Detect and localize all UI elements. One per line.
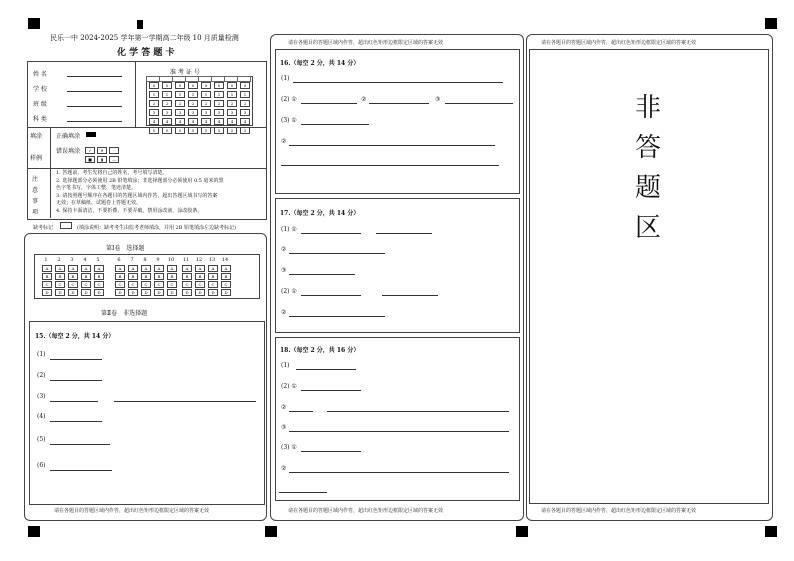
q15-box [29,321,265,505]
q16-line-2a[interactable] [301,103,357,104]
q18-box [275,337,520,501]
exam-number-digit-bubble[interactable]: 2 [240,100,250,107]
choice-number: 7 [130,257,134,263]
correct-fill-sample [86,132,96,137]
choice-option-bubble[interactable]: D [167,289,177,296]
q17-box [275,198,520,333]
choice-option-bubble[interactable]: A [94,265,104,272]
q18-line-5-label: (3) ① [281,444,297,451]
q17-line-2-label: ② [281,246,287,253]
choice-option-bubble[interactable]: D [182,289,192,296]
q17-line-5-label: ② [281,309,287,316]
left-bottom-notice: 请在各题目的答题区域内作答，超出红色矩形边框限定区域的答案无效 [54,508,210,514]
q17-line-4b[interactable] [382,295,438,296]
name-label: 姓 名 [33,71,47,78]
choice-option-bubble[interactable]: A [55,265,65,272]
q15-line-4-label: (4) [37,413,46,420]
exam-number-digit-bubble[interactable]: 1 [214,91,224,98]
q17-line-4a[interactable] [301,295,361,296]
choice-number: 6 [117,257,121,263]
choice-option-bubble[interactable]: C [81,281,91,288]
choice-number: 13 [208,257,216,263]
choice-number: 12 [195,257,203,263]
choice-option-bubble[interactable]: D [208,289,218,296]
choice-option-bubble[interactable]: D [154,289,164,296]
choice-number: 4 [83,257,87,263]
choice-option-bubble[interactable]: C [195,281,205,288]
q18-line-5[interactable] [301,451,361,452]
choice-number: 11 [182,257,190,263]
choice-option-bubble[interactable]: D [128,289,138,296]
q16-box [275,49,520,194]
choice-option-bubble[interactable]: C [221,281,231,288]
q15-line-2-label: (2) [37,372,46,379]
choice-option-bubble[interactable]: C [55,281,65,288]
choice-option-bubble[interactable]: C [42,281,52,288]
exam-number-digit-bubble[interactable]: 1 [162,91,172,98]
choice-option-bubble[interactable]: D [94,289,104,296]
choice-number: 2 [57,257,61,263]
exam-number-digit-bubble[interactable]: 4 [162,118,172,125]
choice-option-bubble[interactable]: B [128,273,138,280]
non-answer-label: 非 答 题 区 [634,93,661,243]
exam-number-digit-bubble[interactable]: 0 [227,82,237,89]
choice-option-bubble[interactable]: C [68,281,78,288]
q18-line-4[interactable] [289,431,509,432]
q15-line-3b[interactable] [114,401,256,402]
q16-line-2c-label: ③ [435,96,441,103]
choice-number: 9 [156,257,160,263]
q15-line-5-label: (5) [37,436,46,443]
choice-option-bubble[interactable]: D [221,289,231,296]
corner-mark-bm2 [516,526,528,537]
exam-number-digit-bubble[interactable]: 4 [227,118,237,125]
choice-option-bubble[interactable]: A [195,265,205,272]
exam-number-digit-bubble[interactable]: 4 [240,118,250,125]
q18-line-4-label: ③ [281,424,287,431]
choice-option-bubble[interactable]: D [42,289,52,296]
choice-option-bubble[interactable]: C [182,281,192,288]
school-field[interactable] [67,91,122,92]
choice-option-bubble[interactable]: C [208,281,218,288]
choice-number: 8 [143,257,147,263]
q15-line-1-label: (1) [37,351,46,358]
choice-option-bubble[interactable]: A [115,265,125,272]
exam-number-digit-bubble[interactable]: 5 [227,127,237,134]
exam-number-digit-bubble[interactable]: 2 [201,100,211,107]
q16-line-4-label: ② [281,138,287,145]
q16-line-3-label: (3) ① [281,117,297,124]
q16-line-2b[interactable] [369,103,429,104]
exam-number-title: 准 考 证 号 [170,69,200,76]
exam-number-digit-bubble[interactable]: 5 [175,127,185,134]
absent-label: 缺考标记 [33,225,54,231]
q16-line-4b[interactable] [281,165,499,166]
exam-number-digit-bubble[interactable]: 0 [214,82,224,89]
q17-line-5[interactable] [289,316,385,317]
choice-option-bubble[interactable]: A [42,265,52,272]
choice-option-bubble[interactable]: D [55,289,65,296]
choice-option-bubble[interactable]: B [94,273,104,280]
choice-option-bubble[interactable]: D [141,289,151,296]
q17-line-1b[interactable] [376,233,432,234]
q15-line-6-label: (6) [37,462,46,469]
exam-number-digit-bubble[interactable]: 4 [201,118,211,125]
choice-option-bubble[interactable]: B [81,273,91,280]
q16-line-2b-label: ② [361,96,367,103]
exam-number-digit-bubble[interactable]: 4 [175,118,185,125]
q16-line-3[interactable] [301,124,369,125]
middle-bottom-notice: 请在各题目的答题区域内作答，超出红色矩形边框限定区域的答案无效 [288,508,444,514]
choice-option-bubble[interactable]: C [115,281,125,288]
choice-option-bubble[interactable]: D [68,289,78,296]
corner-mark-br [765,526,777,537]
q15-line-6[interactable] [50,470,112,471]
notes-label: 注 意 事 项 [32,176,39,216]
exam-number-digit-bubble[interactable]: 4 [188,118,198,125]
q17-line-1a[interactable] [301,233,361,234]
corner-mark-bm [265,526,277,537]
fill-sample-label-1: 填涂 [30,133,43,140]
exam-number-digit-bubble[interactable]: 2 [227,100,237,107]
exam-number-digit-bubble[interactable]: 3 [175,109,185,116]
choice-option-bubble[interactable]: D [115,289,125,296]
middle-top-notice: 请在各题目的答题区域内作答，超出红色矩形边框限定区域的答案无效 [288,40,444,46]
exam-number-digit-bubble[interactable]: 5 [201,127,211,134]
exam-number-digit-bubble[interactable]: 3 [214,109,224,116]
exam-number-digit-bubble[interactable]: 1 [201,91,211,98]
name-field[interactable] [67,76,122,77]
exam-number-digit-bubble[interactable]: 2 [214,100,224,107]
choice-option-bubble[interactable]: B [208,273,218,280]
fill-sample-label-2: 样例 [30,155,43,162]
exam-number-digit-bubble[interactable]: 0 [240,82,250,89]
q18-line-2[interactable] [301,390,361,391]
choice-option-bubble[interactable]: A [141,265,151,272]
q18-line-2-label: (2) ① [281,383,297,390]
exam-number-digit-bubble[interactable]: 5 [149,127,159,134]
exam-number-digit-bubble[interactable]: 1 [175,91,185,98]
q18-line-1[interactable] [296,369,356,370]
exam-number-digit-bubble[interactable]: 2 [162,100,172,107]
q16-line-1-label: (1) [281,75,290,82]
class-label: 班 级 [33,101,47,108]
exam-number-digit-bubble[interactable]: 0 [149,82,159,89]
choice-option-bubble[interactable]: C [141,281,151,288]
q18-line-6b[interactable] [279,492,327,493]
absent-bubble[interactable] [60,222,72,229]
exam-number-digit-bubble[interactable]: 0 [188,82,198,89]
choice-option-bubble[interactable]: A [221,265,231,272]
exam-number-digit-bubble[interactable]: 1 [227,91,237,98]
exam-number-digit-bubble[interactable]: 5 [188,127,198,134]
class-field[interactable] [67,106,122,107]
exam-number-digit-bubble[interactable]: 3 [201,109,211,116]
choice-option-bubble[interactable]: B [195,273,205,280]
absent-note: (填涂说明：缺考考生由监考老师填涂，并用 2B 铅笔填涂左边缺考标记) [77,225,236,231]
exam-number-digit-bubble[interactable]: 1 [240,91,250,98]
choice-option-bubble[interactable]: A [81,265,91,272]
exam-number-digit-bubble[interactable]: 2 [188,100,198,107]
choice-option-bubble[interactable]: A [182,265,192,272]
q15-line-3a[interactable] [50,401,98,402]
choice-option-bubble[interactable]: B [221,273,231,280]
exam-number-digit-bubble[interactable]: 5 [162,127,172,134]
q15-line-1[interactable] [50,359,102,360]
exam-number-digit-bubble[interactable]: 2 [175,100,185,107]
q17-title: 17.（每空 2 分，共 14 分） [280,210,360,217]
right-top-notice: 请在各题目的答题区域内作答，超出红色矩形边框限定区域的答案无效 [541,40,697,46]
q16-line-4a[interactable] [289,145,495,146]
right-bottom-notice: 请在各题目的答题区域内作答，超出红色矩形边框限定区域的答案无效 [541,508,697,514]
choice-option-bubble[interactable]: B [115,273,125,280]
choice-option-bubble[interactable]: A [128,265,138,272]
wrong-fill-sample-2: ■ ▮ — [84,156,120,175]
q15-line-4[interactable] [50,421,102,422]
subject-label: 科 类 [33,116,47,123]
school-label: 学 校 [33,86,47,93]
choice-option-bubble[interactable]: D [195,289,205,296]
exam-title: 民乐一中 2024-2025 学年第一学期高二年级 10 月质量检测 [50,34,239,42]
exam-number-digit-bubble[interactable]: 0 [201,82,211,89]
q16-line-2-label: (2) ① [281,96,297,103]
exam-number-digit-bubble[interactable]: 0 [175,82,185,89]
q16-title: 16.（每空 2 分，共 14 分） [280,60,360,67]
q17-line-2[interactable] [289,253,385,254]
choice-option-bubble[interactable]: A [68,265,78,272]
wrong-fill-sample: ✓ ✕ · [84,147,120,166]
choice-option-bubble[interactable]: B [68,273,78,280]
q18-title: 18.（每空 2 分，共 16 分） [280,347,360,354]
choice-option-bubble[interactable]: A [167,265,177,272]
corner-mark-tl [28,18,40,29]
choice-option-bubble[interactable]: A [208,265,218,272]
wrong-fill-label: 错误填涂 [56,148,81,155]
q15-line-2[interactable] [50,380,102,381]
choice-option-bubble[interactable]: C [128,281,138,288]
q17-line-3[interactable] [289,274,355,275]
q15-title: 15.（每空 2 分，共 14 分） [35,333,115,340]
q17-line-3-label: ③ [281,267,287,274]
corner-mark-tr [765,18,777,29]
part1-title: 第Ⅰ卷 选择题 [106,245,145,252]
q17-line-1-label: (1) ① [281,226,297,233]
corner-mark-bl [28,526,40,537]
q18-line-1-label: (1) [281,362,290,369]
q18-line-6a[interactable] [289,472,509,473]
exam-number-digit-bubble[interactable]: 4 [214,118,224,125]
choice-option-bubble[interactable]: B [167,273,177,280]
q18-line-6-label: ② [281,465,287,472]
choice-number: 5 [96,257,100,263]
q18-line-3-label: ② [281,404,287,411]
subject-field[interactable] [67,121,122,122]
choice-option-bubble[interactable]: A [154,265,164,272]
choice-option-bubble[interactable]: D [81,289,91,296]
exam-number-digit-bubble[interactable]: 4 [149,118,159,125]
q18-line-3a[interactable] [289,411,313,412]
choice-number: 14 [221,257,229,263]
choice-option-bubble[interactable]: C [167,281,177,288]
exam-number-digit-bubble[interactable]: 3 [227,109,237,116]
part2-title: 第Ⅱ卷 非选择题 [101,310,148,317]
exam-number-digit-bubble[interactable]: 5 [214,127,224,134]
choice-option-bubble[interactable]: B [42,273,52,280]
choice-option-bubble[interactable]: C [154,281,164,288]
exam-number-digit-bubble[interactable]: 0 [162,82,172,89]
q15-line-5[interactable] [50,444,110,445]
choice-option-bubble[interactable]: B [182,273,192,280]
exam-number-digit-bubble[interactable]: 3 [162,109,172,116]
exam-number-digit-bubble[interactable]: 3 [149,109,159,116]
choice-number: 3 [70,257,74,263]
exam-number-digit-bubble[interactable]: 5 [240,127,250,134]
choice-option-bubble[interactable]: C [94,281,104,288]
choice-number: 1 [44,257,48,263]
correct-fill-label: 正确填涂 [56,133,81,140]
choice-number: 10 [167,257,175,263]
q16-line-2c[interactable] [445,103,513,104]
q18-line-3b[interactable] [327,411,509,412]
q15-line-3-label: (3) [37,393,46,400]
notes-list: 1. 答题前，考生先将自己的姓名，考号填写清楚。 2. 选择题部分必须使用 2B 铅笔填涂；非选择题部分必须使用 0.5 毫米的黑 色字笔书写，字体工整、笔迹清楚。 3. 请按照题号顺序在各题目的答题区域内作答，超出答题区域书写的答案 无效；在草稿纸、试题卷上答题无效。 4. 保持卡面清洁，不要折叠、不要弄破，禁用涂改液，涂改胶条。 [56,170,224,214]
choice-option-bubble[interactable]: B [141,273,151,280]
exam-number-digit-bubble[interactable]: 2 [149,100,159,107]
q17-line-4-label: (2) ① [281,288,297,295]
q16-line-1[interactable] [293,82,503,83]
corner-mark-top-mid [137,20,143,29]
card-title: 化 学 答 题 卡 [117,48,175,58]
exam-number-digit-bubble[interactable]: 1 [149,91,159,98]
choice-option-bubble[interactable]: B [55,273,65,280]
exam-number-digit-bubble[interactable]: 1 [188,91,198,98]
exam-number-digit-bubble[interactable]: 3 [188,109,198,116]
choice-option-bubble[interactable]: B [154,273,164,280]
exam-number-digit-bubble[interactable]: 3 [240,109,250,116]
